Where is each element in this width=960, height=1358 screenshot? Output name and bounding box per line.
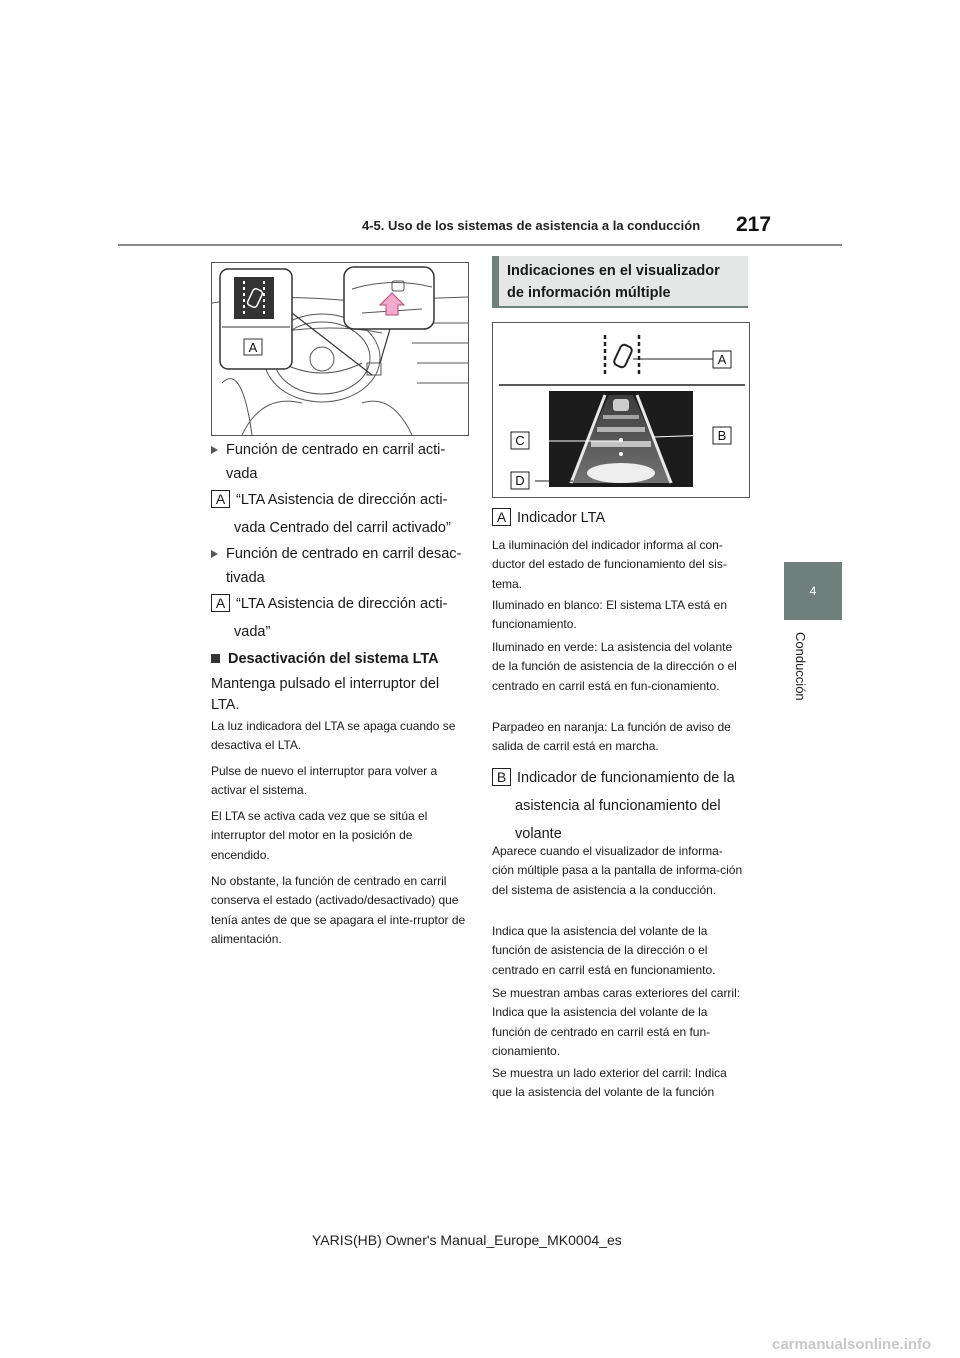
section-heading-rule [492, 306, 748, 308]
callout-label-b: B [717, 428, 727, 443]
label-a-box: A [211, 490, 230, 508]
instruction-text: Mantenga pulsado el interruptor del LTA. [211, 676, 440, 713]
item-b-para-3: Se muestran ambas caras exteriores del carril: Indica que la asistencia del volante de la función de centrado en carril está en fun-cionamiento. [492, 986, 741, 1059]
item-a-para-4: Parpadeo en naranja: La función de aviso de salida de carril está en marcha. [492, 720, 731, 754]
callout-label-c: C [515, 433, 525, 448]
item-a-para-2: Iluminado en blanco: El sistema LTA está en funcionamiento. [492, 598, 728, 632]
item-a-para-1: La iluminación del indicador informa al con-ductor del estado de funcionamiento del sis-tema. [492, 538, 727, 591]
section-heading: Indicaciones en el visualizador de información múltiple [492, 256, 748, 306]
callout-label-d: D [515, 473, 525, 488]
status-message-on: A “LTA Asistencia de dirección acti- vada Centrado del carril activado” [211, 486, 469, 542]
item-b-para-2: Indica que la asistencia del volante de la función de asistencia de la dirección o el centrado en carril está en funcionamiento. [492, 924, 716, 977]
note-4: No obstante, la función de centrado en carril conserva el estado (activado/desactivado) que tenía antes de que se apagara el inte-rruptor de alimentación. [211, 874, 466, 947]
note-3: El LTA se activa cada vez que se sitúa el interruptor del motor en la posición de encendido. [211, 809, 428, 862]
label-a-box: A [211, 594, 230, 612]
note-1: La luz indicadora del LTA se apaga cuando se desactiva el LTA. [211, 719, 456, 753]
chapter-title: 4-5. Uso de los sistemas de asistencia a la conducción [362, 218, 701, 233]
square-bullet-icon [211, 654, 220, 663]
triangle-bullet-icon [211, 446, 218, 454]
header-rule [118, 244, 842, 246]
dashboard-illustration [211, 262, 469, 436]
item-a-para-3: Iluminado en verde: La asistencia del volante de la función de asistencia de la dirección o el centrado en carril está en fun-cionamiento. [492, 640, 737, 693]
bullet-lane-centering-off: Función de centrado en carril desac- tivada [211, 542, 469, 590]
multi-info-display-illustration [492, 322, 750, 498]
watermark: carmanualsonline.info [772, 1336, 932, 1353]
callout-label-a: A [248, 340, 258, 355]
label-b-box: B [492, 768, 511, 786]
note-2: Pulse de nuevo el interruptor para volver a activar el sistema. [211, 764, 438, 798]
item-b-para-1: Aparece cuando el visualizador de informa-ción múltiple pasa a la pantalla de informa-ción del sistema de asistencia a la conducción. [492, 844, 743, 897]
callout-label-a: A [717, 352, 727, 367]
chapter-tab[interactable]: 4 [784, 562, 842, 620]
label-a-box: A [492, 508, 511, 526]
footer-manual-id: YARIS(HB) Owner's Manual_Europe_MK0004_es [312, 1232, 622, 1248]
subheading-deactivation: Desactivación del sistema LTA [211, 651, 469, 667]
bullet-lane-centering-on: Función de centrado en carril acti- vada [211, 438, 469, 486]
triangle-bullet-icon [211, 550, 218, 558]
item-b-title: B Indicador de funcionamiento de la asistencia al funcionamiento del volante [492, 764, 754, 848]
item-a-title: A Indicador LTA [492, 508, 754, 529]
item-b-para-4: Se muestra un lado exterior del carril: Indica que la asistencia del volante de la función [492, 1066, 727, 1100]
chapter-tab-label: Conducción [793, 632, 808, 701]
page-number: 217 [736, 213, 772, 236]
status-message-off: A “LTA Asistencia de dirección acti- vada” [211, 590, 469, 646]
